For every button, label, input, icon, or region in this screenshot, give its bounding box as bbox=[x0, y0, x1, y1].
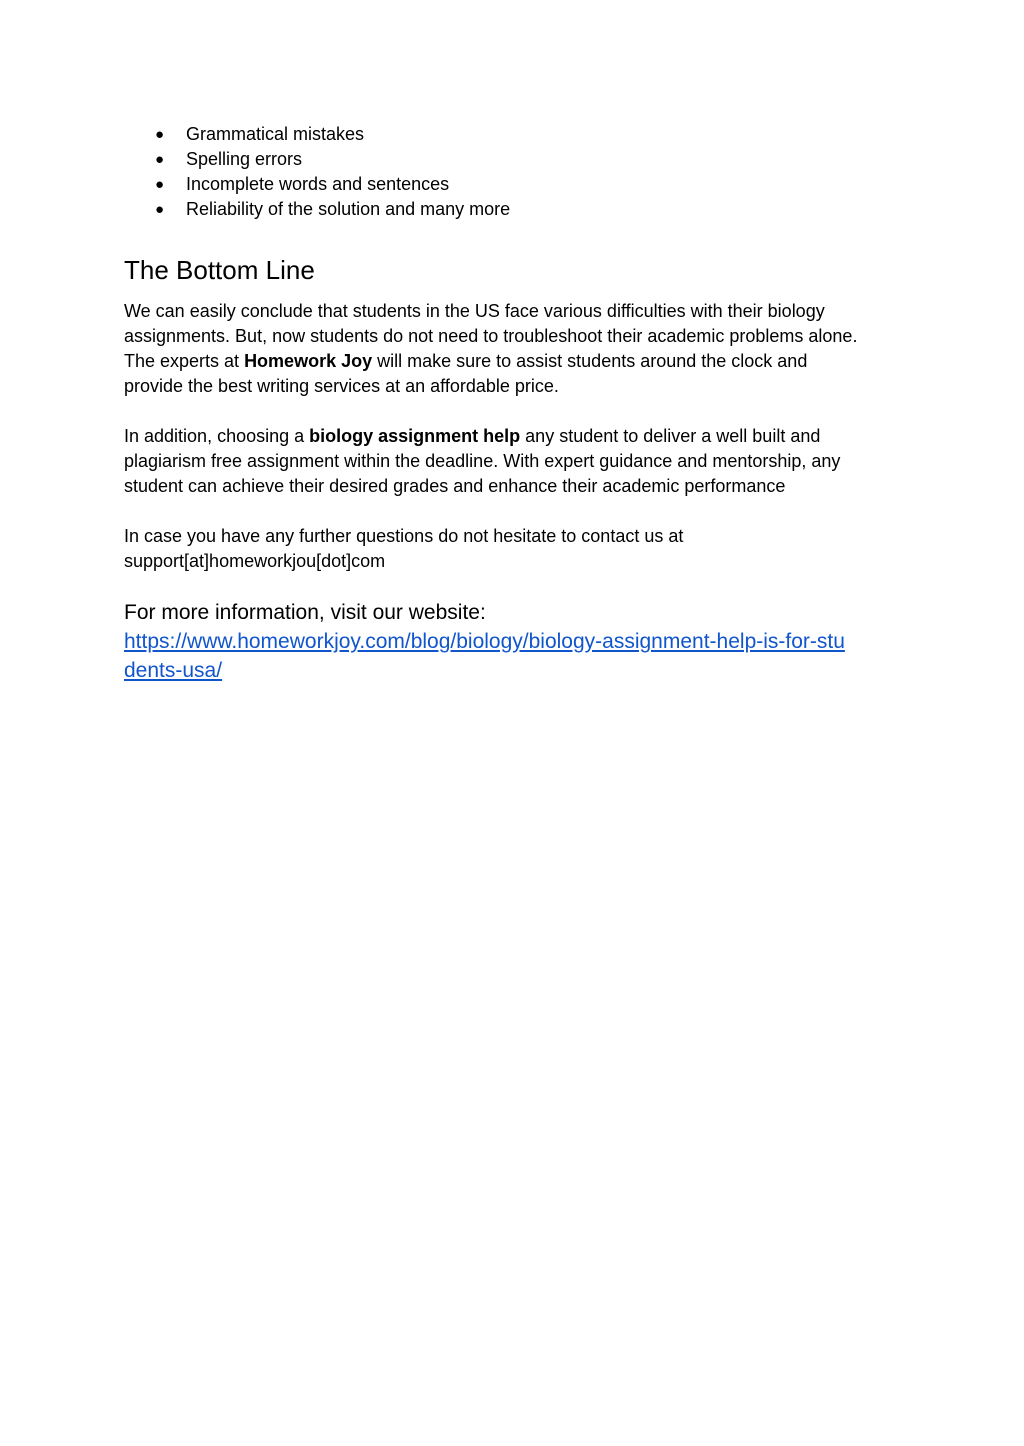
bullet-icon: ● bbox=[155, 151, 165, 168]
website-link[interactable] bbox=[124, 630, 845, 682]
keyword-bold: biology assignment help bbox=[309, 426, 521, 446]
list-item-text: Reliability of the solution and many more bbox=[186, 199, 511, 219]
list-item bbox=[124, 172, 510, 197]
list-item bbox=[124, 147, 510, 172]
brand-name: Homework Joy bbox=[244, 351, 373, 371]
paragraph-line: provide the best writing services at an affordable price. bbox=[124, 376, 559, 396]
paragraph-text: In addition, choosing a bbox=[124, 426, 310, 446]
conclusion-paragraph bbox=[124, 299, 904, 399]
list-item bbox=[124, 122, 510, 147]
bullet-list bbox=[124, 122, 510, 222]
bullet-icon: ● bbox=[155, 126, 165, 143]
addition-paragraph bbox=[124, 424, 904, 499]
paragraph-text: The experts at bbox=[124, 351, 245, 371]
list-item-text: Incomplete words and sentences bbox=[186, 174, 450, 194]
bullet-icon: ● bbox=[155, 176, 165, 193]
paragraph-text: will make sure to assist students around the clock and bbox=[372, 351, 808, 371]
paragraph-line: assignments. But, now students do not need to troubleshoot their academic problems alone. bbox=[124, 326, 858, 346]
more-info-block bbox=[124, 598, 904, 685]
list-item bbox=[124, 197, 510, 222]
website-link-line[interactable]: https://www.homeworkjoy.com/blog/biology/biology-assignment-help-is-for-stu bbox=[124, 630, 845, 653]
paragraph-line: plagiarism free assignment within the deadline. With expert guidance and mentorship, any bbox=[124, 451, 841, 471]
paragraph-line: student can achieve their desired grades and enhance their academic performance bbox=[124, 476, 786, 496]
more-info-label: For more information, visit our website: bbox=[124, 601, 486, 624]
paragraph-text: any student to deliver a well built and bbox=[520, 426, 821, 446]
website-link-line[interactable]: dents-usa/ bbox=[124, 659, 223, 682]
list-item-text: Grammatical mistakes bbox=[186, 124, 365, 144]
list-item-text: Spelling errors bbox=[186, 149, 303, 169]
section-heading: The Bottom Line bbox=[124, 255, 315, 285]
paragraph-line: We can easily conclude that students in the US face various difficulties with their biology bbox=[124, 301, 825, 321]
paragraph-line: In case you have any further questions do not hesitate to contact us at bbox=[124, 526, 684, 546]
contact-email: support[at]homeworkjou[dot]com bbox=[124, 551, 386, 571]
bullet-icon: ● bbox=[155, 201, 165, 218]
contact-paragraph bbox=[124, 524, 904, 574]
